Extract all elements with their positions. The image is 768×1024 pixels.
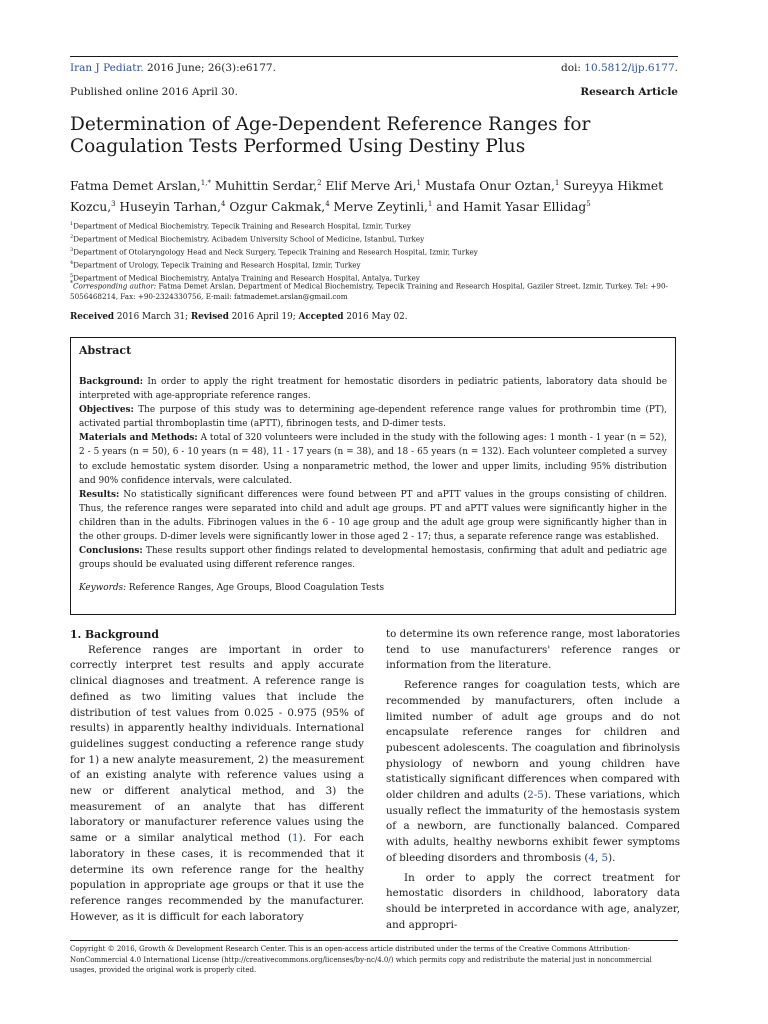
abstract-section: Results: No statistically significant differences were found between PT and aPTT values in the groups consisting of children. Thus, the reference ranges were separated into child and adult age groups. PT and aPTT values were significantly higher in the children than in the adults. Fibrinogen values in the 6 - 10 age group and the adult age group were significantly higher than in the other groups. D-dimer levels were significantly lower in those aged 2 - 17; thus, a separate reference range was established. [79,489,667,543]
footer-rule [70,940,678,941]
author-name: and Hamit Yasar Ellidag [432,200,587,215]
author-name: Mustafa Onur Oztan, [420,179,555,194]
author-affiliation-mark: 4 [221,200,226,209]
corresponding-author: *Corresponding author: Fatma Demet Arslan, Department of Medical Biochemistry, Tepecik Training and Research Hospital, Gaziler Street, Izmir, Turkey. Tel: +90-5056468214, Fax: +90-2324330756, E-mail: fatmademet.arslan@gmail.com [70,280,668,302]
affiliation-item: $^1$Department of Medical Biochemistry, Tepecik Training and Research Hospital, Izmir, Turkey [70,221,411,231]
body-paragraph: to determine its own reference range, most laboratories tend to use manufacturers' reference ranges or information from the literature. [386,628,680,672]
author-name: Ozgur Cakmak, [225,200,326,215]
article-dates: Received 2016 March 31; Revised 2016 April 19; Accepted 2016 May 02. [70,312,408,322]
abstract-body [79,375,667,572]
author-affiliation-mark: 1 [416,179,421,187]
header-rule [70,56,678,57]
keywords: Keywords: Reference Ranges, Age Groups, Blood Coagulation Tests [79,583,385,594]
author-name: Muhittin Serdar, [210,179,318,194]
author-affiliation-mark: 5 [586,200,591,209]
article-type: Research Article [580,86,678,98]
doi-link[interactable]: 10.5812/ijp.6177 [584,62,675,74]
author-name: Huseyin Tarhan, [115,200,222,215]
article-title: Determination of Age-Dependent Reference Ranges for Coagulation Tests Performed Using Destiny Plus [70,114,591,157]
journal-link[interactable]: Iran J Pediatr. [70,62,144,74]
affiliation-item: $^4$Department of Urology, Tepecik Training and Research Hospital, Izmir, Turkey [70,260,361,270]
header-citation-row [70,62,678,74]
author-name: Elif Merve Ari, [321,179,417,194]
affiliation-item: $^3$Department of Otolaryngology Head and Neck Surgery, Tepecik Training and Research Hospital, Izmir, Turkey [70,247,478,257]
author-name: Sureyya Hikmet Kozcu, [70,179,663,215]
abstract-section: Conclusions: These results support other findings related to developmental hemostasis, confirming that adult and pediatric age groups should be evaluated using different reference ranges. [79,546,667,571]
affiliation-item: $^2$Department of Medical Biochemistry, Acibadem University School of Medicine, Istanbul, Turkey [70,234,425,244]
left-column [70,627,364,925]
author-affiliation-mark: 4 [325,200,330,209]
affiliation-list [70,219,678,284]
author-name: Fatma Demet Arslan, [70,179,201,194]
author-affiliation-mark: 3 [111,200,116,209]
author-affiliation-mark: 2 [317,179,322,187]
author-name: Merve Zeytinli, [329,200,428,215]
doi: doi: 10.5812/ijp.6177. [561,62,678,74]
author-affiliation-mark: 1 [427,200,433,209]
abstract-box [70,337,676,615]
citation-ref-link[interactable]: 4 [588,851,595,864]
abstract-heading: Abstract [79,344,132,357]
body-paragraph: Reference ranges are important in order to correctly interpret test results and apply accurate clinical diagnoses and treatment. A reference range is defined as two limiting values that include the distribution of test values from 0.025 - 0.975 (95% of results) in apparently healthy individuals. International guidelines suggest conducting a reference range study for 1) a new analyte measurement, 2) the measurement of an existing analyte with reference values using a new or different analytical method, and 3) the measurement of an analyte that has different laboratory or manufacturer reference values using the same or a similar analytical method (1). For each laboratory in these cases, it is recommended that it determine its own reference range for the healthy population in appropriate age groups or that it use the reference ranges recommended by the manufacturer. However, as it is difficult for each laboratory [70,643,364,923]
body-paragraph: In order to apply the correct treatment for hemostatic disorders in childhood, laboratory data should be interpreted in accordance with age, analyzer, and appropri- [386,871,680,931]
citation-ref-link[interactable]: 5 [601,851,609,864]
citation-ref-link[interactable]: 1 [292,832,299,845]
body-paragraph: Reference ranges for coagulation tests, which are recommended by manufacturers, often include a limited number of adult age groups and do not encapsulate reference ranges for children and pubescent adolescents. The coagulation and fibrinolysis physiology of newborn and young children have statistically significant differences when compared with older children and adults (2-5). These variations, which usually reflect the immaturity of the hemostasis system of a newborn, are functionally balanced. Compared with adults, healthy newborns exhibit fewer symptoms of bleeding disorders and thrombosis (4, 5). [386,679,680,864]
author-affiliation-mark: 1 [554,179,560,187]
copyright-footer: Copyright © 2016, Growth & Development Research Center. This is an open-access article distributed under the terms of the Creative Commons Attribution-NonCommercial 4.0 International License (http://creativecommons.org/licenses/by-nc/4.0/) which permits copy and redistribute the material just in noncommercial usages, provided the original work is properly cited. [70,945,652,974]
published-date: Published online 2016 April 30. [70,86,238,98]
citation-ref-link[interactable]: 2-5 [527,789,544,802]
header-published-row [70,86,678,98]
affiliation-item: $^5$Department of Medical Biochemistry, Antalya Training and Research Hospital, Antalya, Turkey [70,273,420,283]
citation: Iran J Pediatr. 2016 June; 26(3):e6177. [70,62,276,74]
right-column [386,627,680,933]
article-page [70,0,678,1024]
abstract-section: Background: In order to apply the right treatment for hemostatic disorders in pediatric patients, laboratory data should be interpreted with age-appropriate reference ranges. [79,377,667,402]
author-affiliation-mark: 1,* [200,179,211,187]
abstract-section: Materials and Methods: A total of 320 volunteers were included in the study with the following ages: 1 month - 1 year (n = 52), 2 - 5 years (n = 50), 6 - 10 years (n = 48), 11 - 17 years (n = 38), and 18 - 65 years (n = 132). Each volunteer completed a survey to exclude hemostatic system disorder. Using a nonparametric method, the lower and upper limits, including 95% distribution and 90% confidence intervals, were calculated. [79,433,668,486]
section-heading-background: 1. Background [70,628,159,641]
abstract-section: Objectives: The purpose of this study was to determining age-dependent reference range values for prothrombin time (PT), activated partial thromboplastin time (aPTT), fibrinogen tests, and D-dimer tests. [79,405,667,430]
author-list [70,174,678,216]
